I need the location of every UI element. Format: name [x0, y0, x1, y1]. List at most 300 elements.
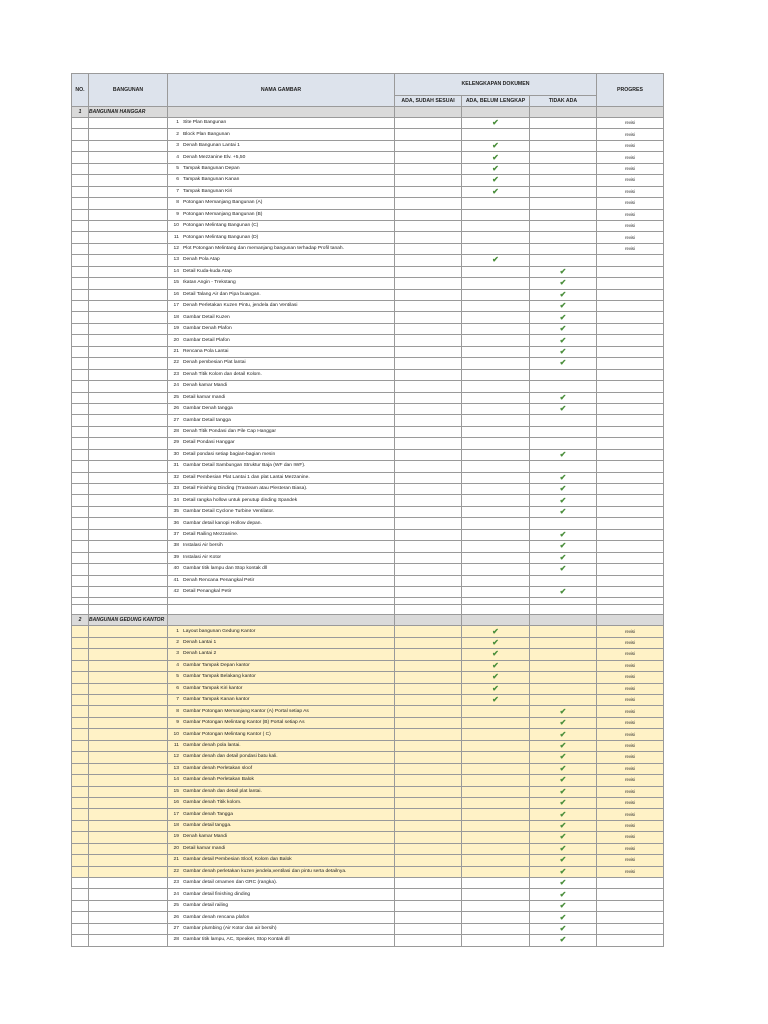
no-cell [72, 209, 89, 220]
status-sesuai-cell [395, 381, 462, 392]
bangunan-cell [89, 695, 168, 706]
progres-cell [597, 472, 664, 483]
item-name: Denah Mezzanine Elv. +5,50 [183, 154, 246, 160]
item-name: Detail kamar mandi [183, 845, 226, 851]
nama-gambar-cell [168, 900, 395, 911]
item-name: Rencana Pola Lantai [183, 348, 229, 354]
nama-gambar-cell [168, 484, 395, 495]
item-name: Gambar Detail Sambungan Struktur Baja (WF dan IWF). [183, 463, 306, 469]
check-icon: ✔ [559, 935, 567, 945]
table-row [72, 649, 664, 660]
item-name: Gambar Potongan Melintang Kantor (B) Portal setiap As [183, 720, 305, 726]
progres-status: revisi [625, 685, 635, 691]
nama-gambar-cell [168, 552, 395, 563]
item-name: Gambar Denah tangga [183, 406, 233, 412]
progres-status: revisi [625, 674, 635, 680]
section-empty-cell [395, 107, 462, 118]
status-tidak-cell [530, 403, 597, 414]
bangunan-cell [89, 797, 168, 808]
bangunan-cell [89, 912, 168, 923]
status-belum-cell [462, 672, 530, 683]
status-tidak-cell [530, 438, 597, 449]
section-row [72, 615, 664, 626]
status-sesuai-cell [395, 552, 462, 563]
status-tidak-cell [530, 415, 597, 426]
table-row [72, 637, 664, 648]
status-sesuai-cell [395, 672, 462, 683]
nama-gambar-cell [168, 346, 395, 357]
item-name: Detail kamar mandi [183, 394, 226, 400]
item-name: Denah Titik Kolom dan detail Kolom. [183, 371, 262, 377]
status-tidak-cell [530, 637, 597, 648]
status-belum-cell [462, 683, 530, 694]
progres-status: revisi [625, 823, 635, 829]
item-name: Tampak Bangunan Kanan [183, 177, 240, 183]
bangunan-cell [89, 198, 168, 209]
status-sesuai-cell [395, 541, 462, 552]
item-number: 1 [176, 120, 179, 126]
item-number: 40 [173, 566, 179, 572]
progres-cell [597, 855, 664, 866]
item-number: 13 [173, 257, 179, 263]
bangunan-cell [89, 289, 168, 300]
status-sesuai-cell [395, 809, 462, 820]
check-icon: ✔ [492, 255, 499, 265]
check-icon: ✔ [559, 266, 567, 276]
item-number: 12 [173, 246, 179, 252]
progres-cell [597, 381, 664, 392]
check-icon: ✔ [492, 141, 499, 151]
check-icon: ✔ [559, 889, 567, 899]
progres-status: revisi [625, 177, 635, 183]
spacer-cell [89, 598, 168, 605]
status-belum-cell [462, 506, 530, 517]
status-belum-cell [462, 438, 530, 449]
status-tidak-cell [530, 752, 597, 763]
progres-cell [597, 426, 664, 437]
bangunan-cell [89, 786, 168, 797]
nama-gambar-cell [168, 426, 395, 437]
status-belum-cell [462, 163, 530, 174]
status-tidak-cell [530, 683, 597, 694]
status-tidak-cell [530, 289, 597, 300]
status-tidak-cell [530, 843, 597, 854]
progres-cell [597, 358, 664, 369]
no-cell [72, 729, 89, 740]
bangunan-cell [89, 729, 168, 740]
progres-status: revisi [625, 131, 635, 137]
item-number: 23 [173, 371, 179, 377]
item-number: 12 [173, 754, 179, 760]
status-tidak-cell [530, 346, 597, 357]
status-tidak-cell [530, 672, 597, 683]
item-number: 8 [176, 200, 179, 206]
table-row [72, 484, 664, 495]
item-number: 27 [173, 417, 179, 423]
progres-cell [597, 935, 664, 946]
bangunan-cell [89, 175, 168, 186]
nama-gambar-cell [168, 495, 395, 506]
progres-cell [597, 672, 664, 683]
status-belum-cell [462, 900, 530, 911]
no-cell [72, 381, 89, 392]
item-name: Gambar detail ornamen dan GRC (rangka). [183, 880, 278, 886]
no-cell [72, 683, 89, 694]
status-belum-cell [462, 695, 530, 706]
item-name: Denah Rencana Penangkal Petir [183, 577, 255, 583]
progres-status: revisi [625, 857, 635, 863]
nama-gambar-cell [168, 243, 395, 254]
item-number: 34 [173, 497, 179, 503]
check-icon: ✔ [559, 832, 567, 842]
table-row [72, 518, 664, 529]
check-icon: ✔ [559, 507, 567, 517]
no-cell [72, 163, 89, 174]
no-cell [72, 140, 89, 151]
item-name: Gambar Tampak Belakang kantor [183, 674, 256, 680]
table-row [72, 232, 664, 243]
bangunan-cell [89, 449, 168, 460]
status-belum-cell [462, 552, 530, 563]
no-cell [72, 346, 89, 357]
item-name: Gambar detail finishing dinding [183, 891, 251, 897]
table-row [72, 729, 664, 740]
bangunan-cell [89, 740, 168, 751]
spacer-cell [530, 605, 597, 615]
status-belum-cell [462, 186, 530, 197]
progres-cell [597, 415, 664, 426]
bangunan-cell [89, 118, 168, 129]
item-number: 2 [176, 640, 179, 646]
progres-cell [597, 740, 664, 751]
status-sesuai-cell [395, 312, 462, 323]
spacer-cell [597, 605, 664, 615]
check-icon: ✔ [559, 552, 567, 562]
header-progres: PROGRES [597, 74, 664, 107]
bangunan-cell [89, 683, 168, 694]
table-row [72, 152, 664, 163]
progres-status: revisi [625, 742, 635, 748]
status-tidak-cell [530, 484, 597, 495]
table-row [72, 220, 664, 231]
progres-cell [597, 912, 664, 923]
status-belum-cell [462, 832, 530, 843]
status-sesuai-cell [395, 426, 462, 437]
bangunan-cell [89, 152, 168, 163]
item-number: 31 [173, 463, 179, 469]
item-name: Potongan Melintang Bangunan (C) [183, 223, 259, 229]
status-sesuai-cell [395, 323, 462, 334]
check-icon: ✔ [492, 163, 499, 173]
progres-cell [597, 866, 664, 877]
bangunan-cell [89, 649, 168, 660]
status-belum-cell [462, 889, 530, 900]
no-cell [72, 369, 89, 380]
nama-gambar-cell [168, 809, 395, 820]
no-cell [72, 472, 89, 483]
no-cell [72, 797, 89, 808]
status-belum-cell [462, 752, 530, 763]
progres-status: revisi [625, 731, 635, 737]
table-row [72, 575, 664, 586]
progres-cell [597, 163, 664, 174]
nama-gambar-cell [168, 266, 395, 277]
bangunan-cell [89, 323, 168, 334]
no-cell [72, 626, 89, 637]
nama-gambar-cell [168, 775, 395, 786]
bangunan-cell [89, 541, 168, 552]
spacer-cell [462, 598, 530, 605]
status-belum-cell [462, 541, 530, 552]
bangunan-cell [89, 495, 168, 506]
spacer-row [72, 598, 664, 605]
bangunan-cell [89, 129, 168, 140]
item-number: 7 [176, 188, 179, 194]
nama-gambar-cell [168, 278, 395, 289]
status-sesuai-cell [395, 889, 462, 900]
table-row [72, 198, 664, 209]
status-tidak-cell [530, 820, 597, 831]
no-cell [72, 449, 89, 460]
status-tidak-cell [530, 564, 597, 575]
progres-cell [597, 575, 664, 586]
status-sesuai-cell [395, 163, 462, 174]
nama-gambar-cell [168, 820, 395, 831]
progres-cell [597, 878, 664, 889]
status-tidak-cell [530, 649, 597, 660]
no-cell [72, 495, 89, 506]
no-cell [72, 243, 89, 254]
item-number: 6 [176, 685, 179, 691]
item-name: Gambar titik lampu, AC, Speaker, Stop Kontak dll [183, 937, 290, 943]
progres-status: revisi [625, 246, 635, 252]
no-cell [72, 152, 89, 163]
check-icon: ✔ [559, 346, 567, 356]
status-sesuai-cell [395, 438, 462, 449]
nama-gambar-cell [168, 797, 395, 808]
status-tidak-cell [530, 232, 597, 243]
table-row [72, 209, 664, 220]
bangunan-cell [89, 575, 168, 586]
table-row [72, 866, 664, 877]
nama-gambar-cell [168, 220, 395, 231]
status-belum-cell [462, 461, 530, 472]
item-number: 20 [173, 845, 179, 851]
progres-cell [597, 541, 664, 552]
item-name: Gambar denah Perletakan sloof [183, 765, 253, 771]
table-row [72, 289, 664, 300]
nama-gambar-cell [168, 118, 395, 129]
status-tidak-cell [530, 786, 597, 797]
status-belum-cell [462, 786, 530, 797]
status-tidak-cell [530, 832, 597, 843]
status-tidak-cell [530, 312, 597, 323]
status-sesuai-cell [395, 140, 462, 151]
item-number: 10 [173, 731, 179, 737]
item-name: Tampak Bangunan Depan [183, 165, 240, 171]
status-belum-cell [462, 289, 530, 300]
no-cell [72, 564, 89, 575]
header-tidak-ada: TIDAK ADA [530, 96, 597, 107]
check-icon: ✔ [559, 278, 567, 288]
item-number: 10 [173, 223, 179, 229]
no-cell [72, 186, 89, 197]
item-number: 23 [173, 880, 179, 886]
table-row [72, 912, 664, 923]
status-tidak-cell [530, 878, 597, 889]
item-name: Gambar Detail Plafon [183, 337, 230, 343]
no-cell [72, 415, 89, 426]
status-tidak-cell [530, 163, 597, 174]
item-number: 21 [173, 348, 179, 354]
status-belum-cell [462, 923, 530, 934]
check-icon: ✔ [559, 529, 567, 539]
item-name: Site Plan Bangunan [183, 120, 227, 126]
status-tidak-cell [530, 717, 597, 728]
nama-gambar-cell [168, 415, 395, 426]
status-sesuai-cell [395, 415, 462, 426]
status-tidak-cell [530, 729, 597, 740]
status-sesuai-cell [395, 683, 462, 694]
item-name: Denah Titik Pondasi dan Pile Cap Hanggar [183, 429, 276, 435]
section-empty-cell [395, 615, 462, 626]
progres-status: revisi [625, 777, 635, 783]
status-tidak-cell [530, 335, 597, 346]
nama-gambar-cell [168, 209, 395, 220]
status-belum-cell [462, 426, 530, 437]
table-row [72, 506, 664, 517]
progres-cell [597, 484, 664, 495]
bangunan-cell [89, 312, 168, 323]
status-tidak-cell [530, 575, 597, 586]
check-icon: ✔ [559, 752, 567, 762]
check-icon: ✔ [492, 118, 499, 128]
item-name: Gambar Potongan Melintang Kantor ( C) [183, 731, 271, 737]
progres-cell [597, 289, 664, 300]
nama-gambar-cell [168, 832, 395, 843]
table-row [72, 381, 664, 392]
nama-gambar-cell [168, 660, 395, 671]
bangunan-cell [89, 163, 168, 174]
no-cell [72, 695, 89, 706]
check-icon: ✔ [559, 901, 567, 911]
item-name: Gambar detail railing [183, 903, 229, 909]
status-sesuai-cell [395, 461, 462, 472]
check-icon: ✔ [559, 866, 567, 876]
status-sesuai-cell [395, 855, 462, 866]
table-row [72, 323, 664, 334]
status-belum-cell [462, 518, 530, 529]
nama-gambar-cell [168, 255, 395, 266]
bangunan-cell [89, 426, 168, 437]
status-tidak-cell [530, 186, 597, 197]
bangunan-cell [89, 392, 168, 403]
no-cell [72, 461, 89, 472]
no-cell [72, 289, 89, 300]
item-name: Potongan Memanjang Bangunan (B) [183, 211, 263, 217]
bangunan-cell [89, 706, 168, 717]
progres-cell [597, 175, 664, 186]
progres-status: revisi [625, 234, 635, 240]
bangunan-cell [89, 752, 168, 763]
status-belum-cell [462, 392, 530, 403]
progres-status: revisi [625, 800, 635, 806]
check-icon: ✔ [559, 821, 567, 831]
progres-status: revisi [625, 120, 635, 126]
table-row [72, 335, 664, 346]
no-cell [72, 255, 89, 266]
no-cell [72, 278, 89, 289]
status-sesuai-cell [395, 495, 462, 506]
progres-cell [597, 346, 664, 357]
nama-gambar-cell [168, 289, 395, 300]
status-sesuai-cell [395, 626, 462, 637]
section-number: 2 [72, 615, 89, 626]
check-icon: ✔ [559, 392, 567, 402]
status-sesuai-cell [395, 575, 462, 586]
table-row [72, 118, 664, 129]
status-sesuai-cell [395, 484, 462, 495]
progres-status: revisi [625, 788, 635, 794]
table-row [72, 740, 664, 751]
item-name: Gambar denah Tangga [183, 811, 233, 817]
no-cell [72, 866, 89, 877]
status-belum-cell [462, 449, 530, 460]
no-cell [72, 935, 89, 946]
check-icon: ✔ [559, 923, 567, 933]
table-row [72, 426, 664, 437]
item-name: Plot Potongan Melintang dan memanjang bangunan terhadap Profil tanah. [183, 246, 344, 252]
item-name: Gambar denah pola lantai. [183, 742, 241, 748]
item-name: Gambar denah rencana plafon [183, 914, 250, 920]
progres-cell [597, 683, 664, 694]
check-icon: ✔ [559, 564, 567, 574]
section-name: BANGUNAN GEDUNG KANTOR [89, 615, 168, 626]
nama-gambar-cell [168, 438, 395, 449]
status-sesuai-cell [395, 660, 462, 671]
status-tidak-cell [530, 797, 597, 808]
bangunan-cell [89, 626, 168, 637]
progres-cell [597, 323, 664, 334]
status-tidak-cell [530, 129, 597, 140]
check-icon: ✔ [559, 763, 567, 773]
status-tidak-cell [530, 461, 597, 472]
check-icon: ✔ [559, 472, 567, 482]
nama-gambar-cell [168, 541, 395, 552]
bangunan-cell [89, 637, 168, 648]
item-number: 30 [173, 451, 179, 457]
item-name: Gambar Detail Cyclone Turbine Ventilator. [183, 509, 275, 515]
spacer-cell [168, 598, 395, 605]
table-row [72, 889, 664, 900]
item-name: Gambar Denah Plafon [183, 326, 232, 332]
item-number: 4 [176, 662, 179, 668]
status-sesuai-cell [395, 369, 462, 380]
bangunan-cell [89, 255, 168, 266]
table-row [72, 312, 664, 323]
item-number: 3 [176, 143, 179, 149]
status-sesuai-cell [395, 843, 462, 854]
progres-cell [597, 301, 664, 312]
bangunan-cell [89, 935, 168, 946]
status-sesuai-cell [395, 403, 462, 414]
no-cell [72, 335, 89, 346]
section-empty-cell [597, 615, 664, 626]
bangunan-cell [89, 346, 168, 357]
no-cell [72, 820, 89, 831]
progres-cell [597, 255, 664, 266]
progres-cell [597, 438, 664, 449]
